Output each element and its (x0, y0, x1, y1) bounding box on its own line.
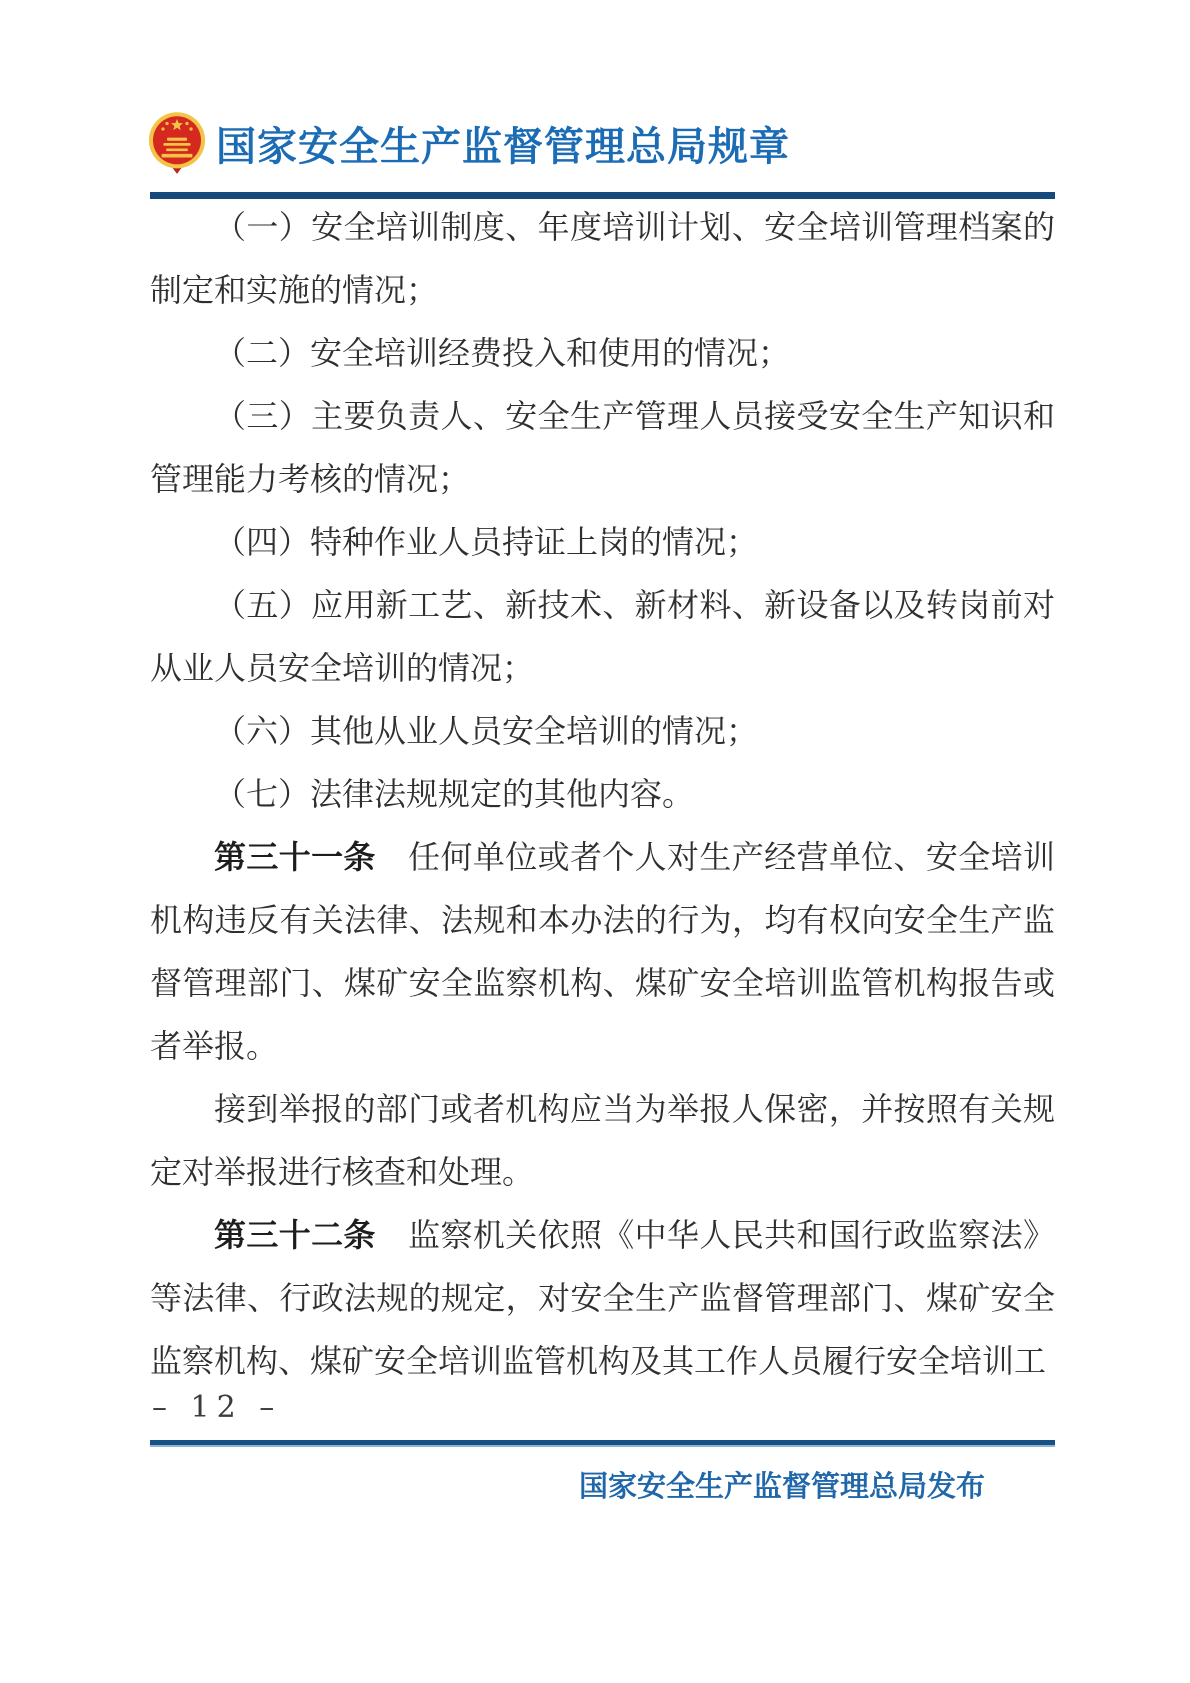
paragraph: （一）安全培训制度、年度培训计划、安全培训管理档案的制定和实施的情况； (150, 208, 1055, 309)
paragraph: （二）安全培训经费投入和使用的情况； (214, 334, 791, 372)
paragraph: （四）特种作业人员持证上岗的情况； (214, 523, 759, 561)
paragraph: （五）应用新工艺、新技术、新材料、新设备以及转岗前对从业人员安全培训的情况； (150, 586, 1055, 687)
paragraph: 第三十二条 监察机关依照《中华人民共和国行政监察法》等法律、行政法规的规定，对安全生产监督管理部门、煤矿安全监察机构、煤矿安全培训监管机构及其工作人员履行安全培训工 (150, 1216, 1055, 1380)
page-header (148, 110, 790, 176)
publisher-line: 国家安全生产监督管理总局发布 (578, 1469, 985, 1503)
document-body (150, 196, 1055, 1393)
page-number: – 12 – (152, 1390, 282, 1425)
national-emblem-icon (148, 110, 206, 176)
paragraph: （三）主要负责人、安全生产管理人员接受安全生产知识和管理能力考核的情况； (150, 397, 1055, 498)
paragraph: 第三十一条 任何单位或者个人对生产经营单位、安全培训机构违反有关法律、法规和本办法的行为，均有权向安全生产监督管理部门、煤矿安全监察机构、煤矿安全培训监管机构报告或者举报。 (150, 838, 1055, 1065)
header-title: 国家安全生产监督管理总局规章 (216, 123, 790, 170)
paragraph: （七）法律法规规定的其他内容。 (214, 775, 695, 813)
paragraph: （六）其他从业人员安全培训的情况； (214, 712, 759, 750)
article-number: 第三十一条 (214, 838, 376, 876)
paragraph: 接到举报的部门或者机构应当为举报人保密，并按照有关规定对举报进行核查和处理。 (150, 1090, 1055, 1191)
article-number: 第三十二条 (214, 1216, 376, 1254)
footer-divider (150, 1440, 1055, 1447)
